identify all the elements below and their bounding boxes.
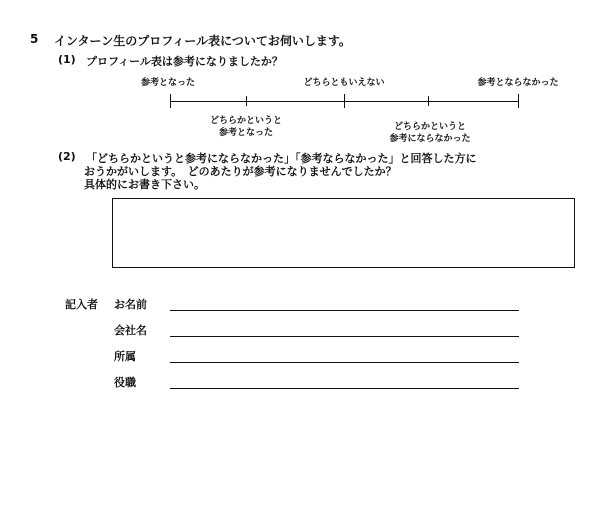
scale-tick-somewhat-not-helpful[interactable] xyxy=(428,96,429,106)
scale-label-not-helpful: 参考とならなかった xyxy=(477,78,559,88)
affiliation-field[interactable] xyxy=(170,362,519,363)
question-number: 5 xyxy=(30,32,39,46)
writer-label: 記入者 xyxy=(65,298,98,311)
company-label: 会社名 xyxy=(114,324,147,337)
scale-label-somewhat-not-helpful-1: どちらかというと xyxy=(393,122,467,132)
name-label: お名前 xyxy=(114,298,147,311)
scale-tick-neutral[interactable] xyxy=(344,94,345,108)
scale-label-helpful: 参考となった xyxy=(140,78,196,88)
answer-textarea[interactable] xyxy=(112,198,575,268)
q1-number: (1) xyxy=(58,53,76,66)
position-label: 役職 xyxy=(114,376,136,389)
scale-label-somewhat-helpful-2: 参考となった xyxy=(218,128,274,138)
q2-number: (2) xyxy=(58,150,76,163)
scale-tick-somewhat-helpful[interactable] xyxy=(246,96,247,106)
scale-tick-helpful[interactable] xyxy=(170,94,171,108)
q2-text-line2: おうかがいします。 どのあたりが参考になりませんでしたか？ xyxy=(84,165,397,178)
question-title: インターン生のプロフィール表についてお伺いします。 xyxy=(54,34,351,48)
affiliation-label: 所属 xyxy=(114,350,136,363)
company-field[interactable] xyxy=(170,336,519,337)
name-field[interactable] xyxy=(170,310,519,311)
q2-text-line3: 具体的にお書き下さい。 xyxy=(84,178,205,191)
q2-text-line1: 「どちらかというと参考にならなかった」「参考ならなかった」と回答した方に xyxy=(86,152,477,165)
scale-label-somewhat-not-helpful-2: 参考にならなかった xyxy=(389,134,471,144)
scale-tick-not-helpful[interactable] xyxy=(518,94,519,108)
scale-label-neutral: どちらともいえない xyxy=(303,78,385,88)
q1-text: プロフィール表は参考になりましたか？ xyxy=(86,55,283,68)
position-field[interactable] xyxy=(170,388,519,389)
scale-label-somewhat-helpful-1: どちらかというと xyxy=(209,116,283,126)
